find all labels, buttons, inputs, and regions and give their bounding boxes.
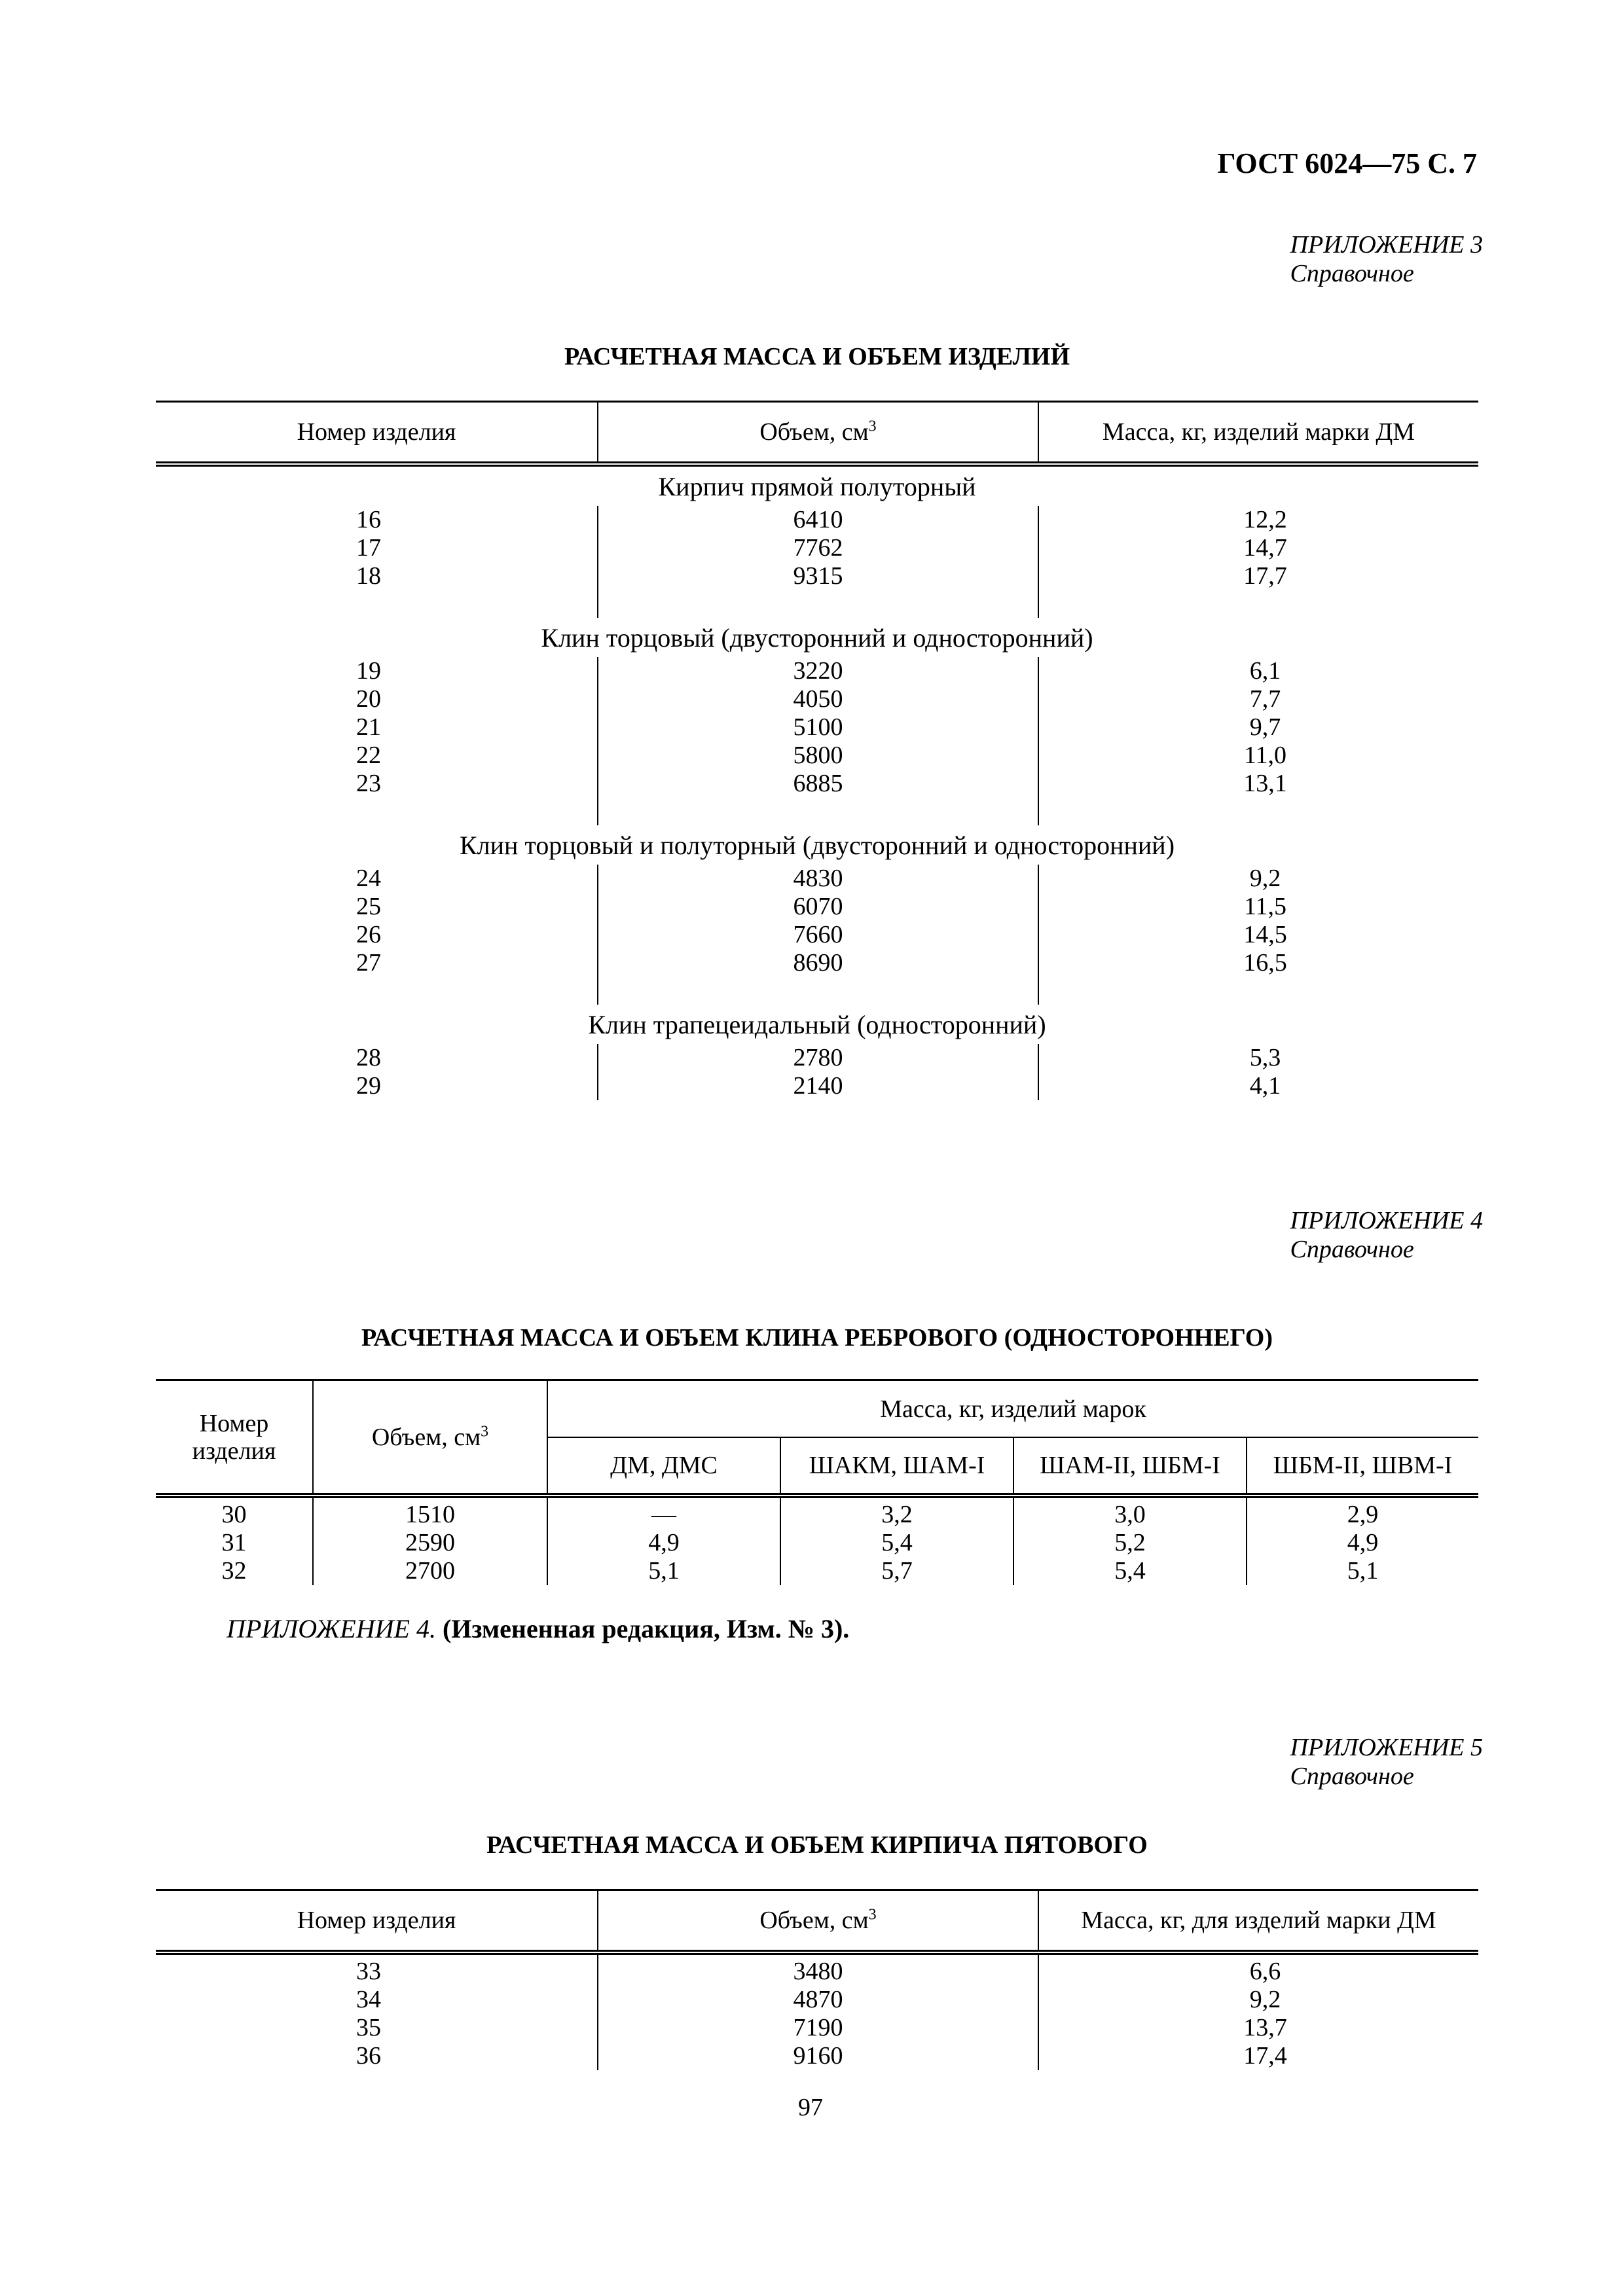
amendment-note <box>227 1613 849 1644</box>
col-header-number: Номер изделия <box>297 418 456 446</box>
item-volume: 2590 <box>313 1529 547 1557</box>
table-row <box>156 534 1478 562</box>
col-header-mass-group: Масса, кг, изделий марок <box>547 1380 1478 1438</box>
col-header-grade-2: ШАКМ, ШАМ-I <box>780 1437 1013 1496</box>
section-header-row <box>156 1005 1478 1044</box>
table-row <box>156 949 1478 977</box>
item-mass: 11,0 <box>1038 742 1478 770</box>
mass-grade-2: 3,2 <box>780 1496 1013 1529</box>
item-number: 17 <box>356 534 381 562</box>
mass-grade-4: 5,1 <box>1247 1557 1478 1585</box>
item-mass: 17,4 <box>1038 2042 1478 2070</box>
appendix4-title: РАСЧЕТНАЯ МАССА И ОБЪЕМ КЛИНА РЕБРОВОГО (ОДНОСТОРОННЕГО) <box>361 1324 1273 1352</box>
appendix5-table <box>156 1889 1478 2070</box>
item-volume: 5800 <box>598 742 1038 770</box>
mass-grade-1: 5,1 <box>547 1557 780 1585</box>
item-number: 27 <box>356 949 381 977</box>
document-reference: ГОСТ 6024—75 С. 7 <box>1217 147 1477 179</box>
item-mass: 17,7 <box>1038 562 1478 590</box>
col-header-mass: Масса, кг, для изделий марки ДМ <box>1038 1890 1478 1953</box>
appendix5-title: РАСЧЕТНАЯ МАССА И ОБЪЕМ КИРПИЧА ПЯТОВОГО <box>486 1831 1148 1859</box>
col-header-volume: Объем, $см^3$ <box>313 1380 547 1496</box>
mass-grade-2: 5,7 <box>780 1557 1013 1585</box>
mass-grade-3: 5,4 <box>1013 1557 1247 1585</box>
appendix3-table-body <box>156 464 1478 1100</box>
mass-grade-1: 4,9 <box>547 1529 780 1557</box>
appendix5-note: Справочное <box>1290 1763 1414 1790</box>
section-header-row <box>156 464 1478 506</box>
item-volume: 4830 <box>598 865 1038 893</box>
col-header-grade-4: ШБМ-II, ШВМ-I <box>1247 1437 1478 1496</box>
item-volume: 8690 <box>598 949 1038 977</box>
table-row <box>156 1986 1478 2014</box>
gap-cell <box>1038 977 1478 1005</box>
mass-grade-4: 2,9 <box>1247 1496 1478 1529</box>
item-mass: 7,7 <box>1038 685 1478 713</box>
appendix5-label-block <box>1290 1733 1483 1791</box>
item-volume: 2700 <box>313 1557 547 1585</box>
table-row <box>156 1496 1478 1529</box>
table-row <box>156 657 1478 685</box>
item-mass: 13,1 <box>1038 770 1478 798</box>
mass-grade-3: 5,2 <box>1013 1529 1247 1557</box>
gap-cell <box>156 977 598 1005</box>
amendment-bold: (Измененная редакция, Изм. № 3). <box>442 1614 850 1643</box>
item-mass: 5,3 <box>1038 1044 1478 1072</box>
item-number: 21 <box>356 713 381 741</box>
gap-cell <box>598 798 1038 825</box>
appendix4-label-block <box>1290 1206 1483 1264</box>
item-number: 16 <box>356 506 381 533</box>
page-number: 97 <box>798 2094 823 2121</box>
item-number: 18 <box>356 562 381 590</box>
item-mass: 6,6 <box>1038 1952 1478 1986</box>
mass-grade-1: — <box>547 1496 780 1529</box>
table-row <box>156 1529 1478 1557</box>
table-row <box>156 921 1478 949</box>
section-title: Кирпич прямой полуторный <box>658 472 976 501</box>
mass-grade-2: 5,4 <box>780 1529 1013 1557</box>
gap-cell <box>1038 798 1478 825</box>
item-number: 31 <box>221 1529 247 1556</box>
item-number: 30 <box>221 1501 247 1528</box>
table-row <box>156 1072 1478 1100</box>
appendix4-table-body <box>156 1496 1478 1585</box>
item-mass: 4,1 <box>1038 1072 1478 1100</box>
table-row <box>156 562 1478 590</box>
item-number: 19 <box>356 657 381 685</box>
section-gap <box>156 977 1478 1005</box>
item-volume: 1510 <box>313 1496 547 1529</box>
item-volume: 9315 <box>598 562 1038 590</box>
item-volume: 3480 <box>598 1952 1038 1986</box>
table-row <box>156 2042 1478 2070</box>
item-number: 33 <box>356 1958 381 1985</box>
appendix4-note: Справочное <box>1290 1236 1414 1263</box>
section-header-row <box>156 825 1478 865</box>
item-number: 28 <box>356 1044 381 1071</box>
item-mass: 11,5 <box>1038 893 1478 921</box>
item-number: 34 <box>356 1986 381 2013</box>
col-header-mass: Масса, кг, изделий марки ДМ <box>1038 402 1478 465</box>
section-header-row <box>156 618 1478 657</box>
item-volume: 2780 <box>598 1044 1038 1072</box>
table-row <box>156 770 1478 798</box>
item-mass: 6,1 <box>1038 657 1478 685</box>
table-row <box>156 742 1478 770</box>
section-title: Клин торцовый и полуторный (двусторонний и односторонний) <box>459 831 1175 860</box>
gap-cell <box>598 590 1038 618</box>
item-mass: 9,2 <box>1038 1986 1478 2014</box>
gap-cell <box>156 798 598 825</box>
table-row <box>156 685 1478 713</box>
section-title: Клин трапецеидальный (односторонний) <box>588 1010 1046 1039</box>
item-volume: 9160 <box>598 2042 1038 2070</box>
item-mass: 13,7 <box>1038 2014 1478 2042</box>
table-row <box>156 1557 1478 1585</box>
amendment-italic: ПРИЛОЖЕНИЕ 4. <box>227 1614 436 1643</box>
item-volume: 6885 <box>598 770 1038 798</box>
col-header-volume: Объем, $см^3$ <box>598 1890 1038 1953</box>
mass-grade-4: 4,9 <box>1247 1529 1478 1557</box>
mass-grade-3: 3,0 <box>1013 1496 1247 1529</box>
item-mass: 9,2 <box>1038 865 1478 893</box>
item-volume: 2140 <box>598 1072 1038 1100</box>
item-mass: 9,7 <box>1038 713 1478 742</box>
col-header-grade-3: ШАМ-II, ШБМ-I <box>1013 1437 1247 1496</box>
item-volume: 3220 <box>598 657 1038 685</box>
item-mass: 12,2 <box>1038 506 1478 534</box>
col-header-volume: Объем, $см^3$ <box>598 402 1038 465</box>
item-volume: 7190 <box>598 2014 1038 2042</box>
table-row <box>156 1952 1478 1986</box>
item-mass: 14,7 <box>1038 534 1478 562</box>
table-row <box>156 865 1478 893</box>
item-number: 22 <box>356 742 381 769</box>
item-volume: 6410 <box>598 506 1038 534</box>
col-header-number: Номер изделия <box>297 1907 456 1934</box>
section-gap <box>156 590 1478 618</box>
appendix5-label: ПРИЛОЖЕНИЕ 5 <box>1290 1734 1483 1761</box>
appendix3-title: РАСЧЕТНАЯ МАССА И ОБЪЕМ ИЗДЕЛИЙ <box>564 343 1070 370</box>
item-mass: 16,5 <box>1038 949 1478 977</box>
item-volume: 7660 <box>598 921 1038 949</box>
appendix4-table <box>156 1379 1478 1585</box>
appendix3-note: Справочное <box>1290 260 1414 287</box>
appendix4-label: ПРИЛОЖЕНИЕ 4 <box>1290 1207 1483 1234</box>
table-row <box>156 506 1478 534</box>
section-title: Клин торцовый (двусторонний и односторонний) <box>541 623 1093 653</box>
table-row <box>156 713 1478 742</box>
item-number: 23 <box>356 770 381 797</box>
item-number: 20 <box>356 685 381 713</box>
item-volume: 4870 <box>598 1986 1038 2014</box>
gap-cell <box>156 590 598 618</box>
gap-cell <box>1038 590 1478 618</box>
item-number: 24 <box>356 865 381 892</box>
appendix3-label: ПРИЛОЖЕНИЕ 3 <box>1290 231 1483 259</box>
item-mass: 14,5 <box>1038 921 1478 949</box>
item-volume: 6070 <box>598 893 1038 921</box>
item-volume: 4050 <box>598 685 1038 713</box>
table-row <box>156 893 1478 921</box>
item-number: 26 <box>356 921 381 948</box>
appendix3-table <box>156 401 1478 1100</box>
col-header-grade-1: ДМ, ДМС <box>547 1437 780 1496</box>
item-volume: 7762 <box>598 534 1038 562</box>
item-number: 29 <box>356 1072 381 1100</box>
item-number: 36 <box>356 2042 381 2070</box>
item-number: 25 <box>356 893 381 920</box>
table-row <box>156 2014 1478 2042</box>
appendix3-label-block <box>1290 230 1483 288</box>
gap-cell <box>598 977 1038 1005</box>
section-gap <box>156 798 1478 825</box>
table-row <box>156 1044 1478 1072</box>
item-volume: 5100 <box>598 713 1038 742</box>
item-number: 32 <box>221 1557 247 1585</box>
item-number: 35 <box>356 2014 381 2041</box>
col-header-number: Номер изделия <box>156 1380 313 1496</box>
appendix5-table-body <box>156 1952 1478 2070</box>
